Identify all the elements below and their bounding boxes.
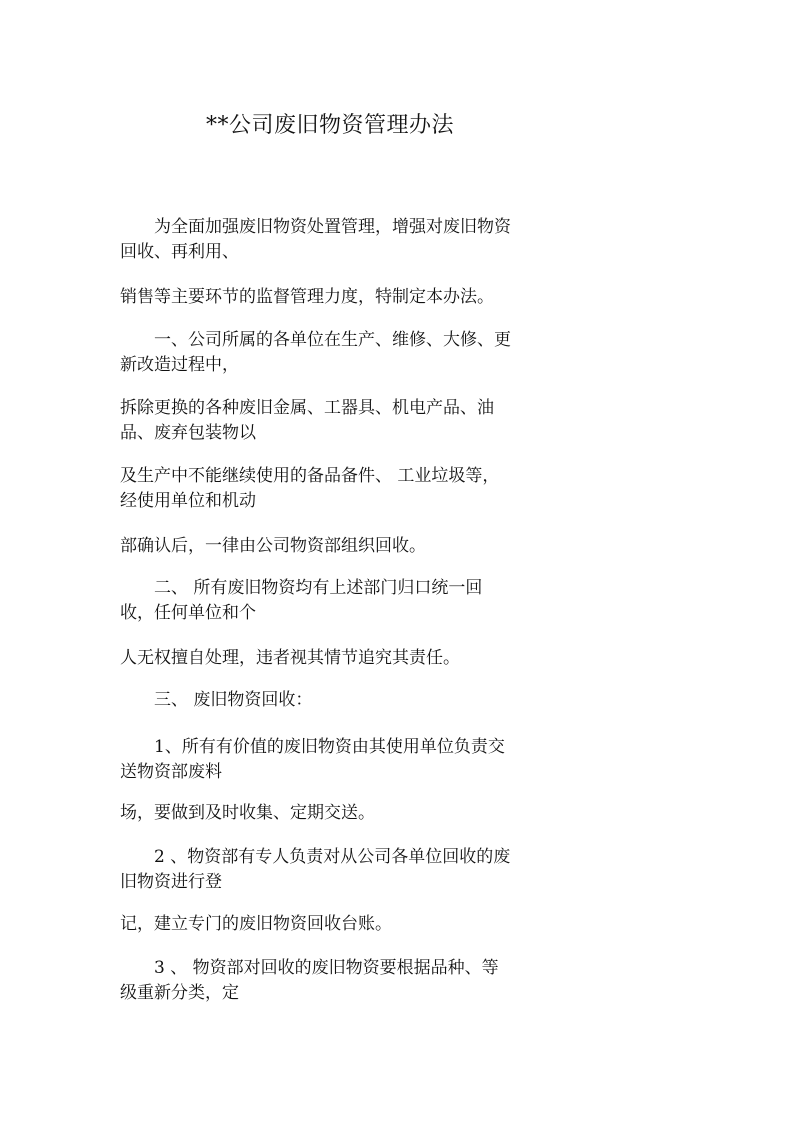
paragraph-line: 部确认后，一律由公司物资部组织回收。	[120, 536, 426, 556]
paragraph-item-1	[120, 735, 550, 785]
paragraph-line: 新改造过程中，	[120, 355, 239, 375]
paragraph-line: 3 、 物资部对回收的废旧物资要根据品种、等	[154, 958, 499, 978]
paragraph-item-3	[120, 956, 550, 1006]
paragraph-intro	[120, 215, 550, 265]
paragraph-item-2-cont	[120, 912, 550, 937]
paragraph-item-2	[120, 845, 550, 895]
paragraph-line: 1、所有有价值的废旧物资由其使用单位负责交	[154, 737, 505, 757]
paragraph-intro-continued	[120, 285, 550, 310]
paragraph-line: 二、 所有废旧物资均有上述部门归口统一回	[154, 578, 483, 598]
paragraph-line: 三、 废旧物资回收：	[154, 690, 313, 710]
paragraph-section-2-cont	[120, 646, 550, 671]
paragraph-line: 及生产中不能继续使用的备品备件、 工业垃圾等，	[120, 466, 500, 486]
paragraph-line: 场，要做到及时收集、定期交送。	[120, 803, 375, 823]
paragraph-section-1	[120, 328, 550, 378]
document-title: **公司废旧物资管理办法	[206, 113, 455, 138]
paragraph-item-1-cont	[120, 801, 550, 826]
paragraph-line: 级重新分类，定	[120, 983, 239, 1003]
paragraph-section-1-cont-2	[120, 464, 550, 514]
paragraph-line: 销售等主要环节的监督管理力度，特制定本办法。	[120, 287, 494, 307]
paragraph-section-3-heading	[120, 688, 550, 713]
paragraph-line: 收，任何单位和个	[120, 603, 256, 623]
paragraph-line: 记，建立专门的废旧物资回收台账。	[120, 914, 392, 934]
paragraph-section-1-cont-1	[120, 396, 550, 446]
paragraph-line: 品、废弃包装物以	[120, 423, 256, 443]
paragraph-line: 一、公司所属的各单位在生产、维修、大修、更	[154, 330, 511, 350]
paragraph-line: 旧物资进行登	[120, 872, 222, 892]
paragraph-line: 送物资部废料	[120, 762, 222, 782]
paragraph-section-2	[120, 576, 550, 626]
paragraph-line: 2 、物资部有专人负责对从公司各单位回收的废	[154, 847, 511, 867]
paragraph-section-1-cont-3	[120, 534, 550, 559]
paragraph-line: 拆除更换的各种废旧金属、工器具、机电产品、油	[120, 398, 494, 418]
paragraph-line: 回收、再利用、	[120, 242, 239, 262]
paragraph-line: 人无权擅自处理，违者视其情节追究其责任。	[120, 648, 460, 668]
paragraph-line: 为全面加强废旧物资处置管理，增强对废旧物资	[154, 217, 511, 237]
paragraph-line: 经使用单位和机动	[120, 491, 256, 511]
